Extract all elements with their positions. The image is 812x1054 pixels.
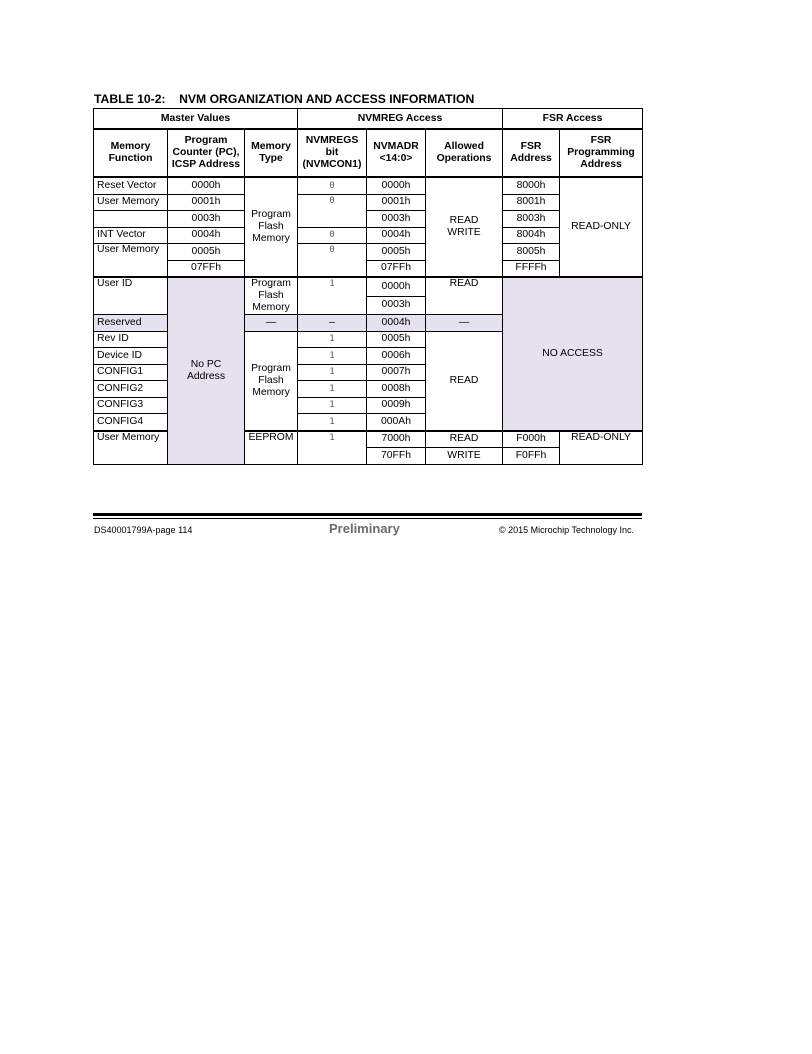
footer-copyright: © 2015 Microchip Technology Inc. [499,525,635,535]
cell-pc-address: 0003h [168,211,245,228]
col-memory-type: Memory Type [245,129,298,177]
col-fsr-programming-address: FSR Programming Address [560,129,643,177]
cell-fsr-address: 8001h [503,194,560,211]
footer-doc-id: DS40001799A-page 114 [94,525,193,535]
nvm-organization-table [93,108,643,465]
cell-fsr-address: 8005h [503,244,560,261]
cell-nvmadr: 0001h [367,194,426,211]
ops-write-label: WRITE [447,227,481,238]
cell-memory-type: — [245,315,298,332]
cell-nvmregs-bit: 1 [298,414,367,431]
cell-memory-function: CONFIG2 [94,381,168,398]
cell-nvmadr: 0007h [367,364,426,381]
cell-nvmadr: 0005h [367,244,426,261]
cell-nvmadr: 0005h [367,331,426,348]
cell-nvmregs-bit: 0 [298,227,367,244]
group-fsr-access: FSR Access [503,109,643,130]
cell-memory-type: EEPROM [245,431,298,465]
cell-memory-type-program-flash: Program Flash Memory [245,277,298,315]
cell-memory-function: Rev ID [94,331,168,348]
footer-rule-thin [93,518,642,519]
cell-fsr-address: FFFFh [503,260,560,277]
cell-memory-function: Reset Vector [94,177,168,194]
cell-fsr-no-access: NO ACCESS [503,277,643,431]
cell-fsr-address: 8000h [503,177,560,194]
cell-nvmadr: 07FFh [367,260,426,277]
group-nvmreg-access: NVMREG Access [298,109,503,130]
cell-nvmadr: 0003h [367,296,426,314]
cell-fsr-address: 8003h [503,211,560,228]
cell-allowed-ops: — [426,315,503,332]
cell-memory-function: CONFIG4 [94,414,168,431]
cell-nvmregs-bit: 0 [298,244,367,278]
cell-fsr-address: 8004h [503,227,560,244]
cell-memory-function: User ID [94,277,168,315]
cell-nvmregs-bit: 1 [298,331,367,348]
cell-memory-function: INT Vector [94,227,168,244]
cell-memory-function: User Memory [94,244,168,278]
cell-nvmadr: 0004h [367,227,426,244]
cell-memory-function: User Memory [94,431,168,465]
cell-memory-function: Reserved [94,315,168,332]
cell-memory-function: CONFIG1 [94,364,168,381]
cell-pc-address: 07FFh [168,260,245,277]
col-fsr-address: FSR Address [503,129,560,177]
cell-memory-type-program-flash: Program Flash Memory [245,177,298,277]
cell-nvmregs-bit: 1 [298,431,367,465]
cell-memory-function: CONFIG3 [94,397,168,414]
cell-allowed-ops: READ [426,431,503,448]
table-row [94,277,643,296]
col-memory-function: Memory Function [94,129,168,177]
cell-nvmregs-bit: 1 [298,364,367,381]
cell-nvmadr: 000Ah [367,414,426,431]
group-master-values: Master Values [94,109,298,130]
cell-nvmadr: 0009h [367,397,426,414]
cell-nvmregs-bit: 0 [298,177,367,194]
cell-nvmadr: 0004h [367,315,426,332]
cell-fsr-address: F000h [503,431,560,448]
cell-nvmadr: 0008h [367,381,426,398]
cell-nvmregs-bit: 0 [298,194,367,227]
col-allowed-operations: Allowed Operations [426,129,503,177]
ops-read-label: READ [449,215,479,226]
cell-nvmregs-bit: – [298,315,367,332]
col-nvmregs-bit: NVMREGS bit (NVMCON1) [298,129,367,177]
cell-no-pc-address: No PC Address [168,277,245,464]
table-row [94,177,643,194]
cell-memory-function: User Memory [94,194,168,211]
cell-nvmadr: 70FFh [367,448,426,465]
cell-nvmadr: 0000h [367,277,426,296]
footer-rule-thick [93,513,642,516]
cell-allowed-ops-read: READ [426,331,503,431]
cell-memory-function [94,211,168,228]
cell-nvmadr: 7000h [367,431,426,448]
cell-nvmadr: 0003h [367,211,426,228]
cell-pc-address: 0005h [168,244,245,261]
table-title: TABLE 10-2: NVM ORGANIZATION AND ACCESS INFORMATION [94,92,475,106]
col-nvmadr: NVMADR <14:0> [367,129,426,177]
group-header-row [94,109,643,130]
col-pc-address: Program Counter (PC), ICSP Address [168,129,245,177]
cell-nvmregs-bit: 1 [298,381,367,398]
cell-allowed-ops: WRITE [426,448,503,465]
cell-pc-address: 0004h [168,227,245,244]
cell-memory-function: Device ID [94,348,168,365]
cell-allowed-ops-read-write [426,177,503,277]
cell-nvmregs-bit: 1 [298,277,367,315]
cell-pc-address: 0001h [168,194,245,211]
cell-memory-type-program-flash: Program Flash Memory [245,331,298,431]
cell-nvmregs-bit: 1 [298,348,367,365]
cell-fsr-programming-read-only: READ-ONLY [560,177,643,277]
cell-allowed-ops-read: READ [426,277,503,315]
footer-status: Preliminary [329,521,400,536]
cell-fsr-address: F0FFh [503,448,560,465]
cell-nvmadr: 0006h [367,348,426,365]
cell-nvmadr: 0000h [367,177,426,194]
column-header-row [94,129,643,177]
cell-fsr-programming-read-only: READ-ONLY [560,431,643,465]
cell-pc-address: 0000h [168,177,245,194]
cell-nvmregs-bit: 1 [298,397,367,414]
